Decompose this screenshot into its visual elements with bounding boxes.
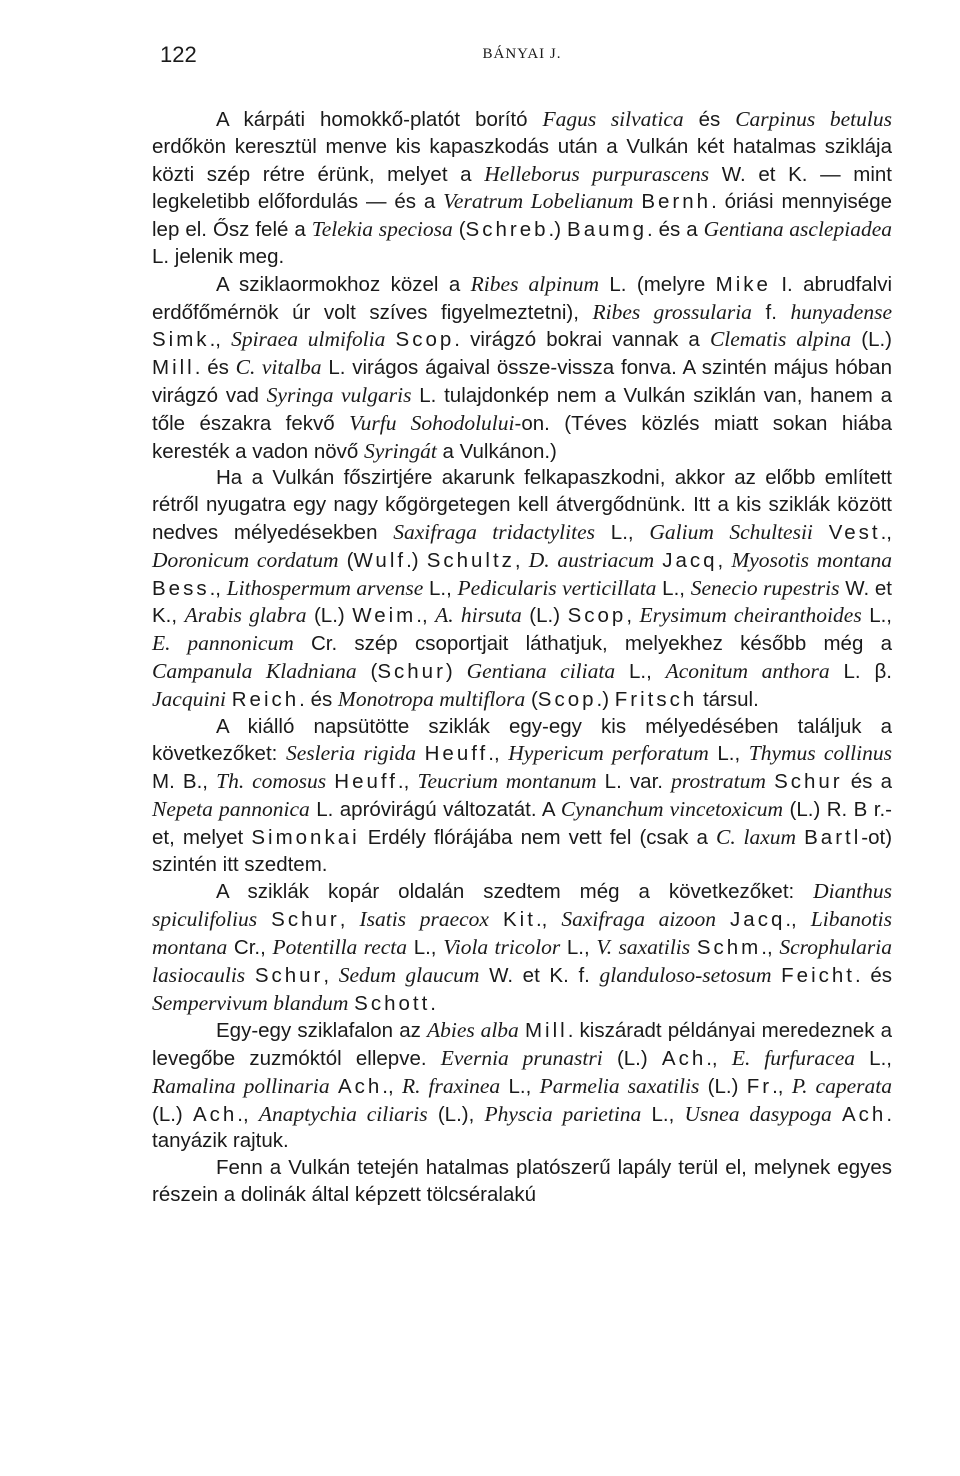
species-name: Helleborus purpurascens bbox=[484, 161, 710, 186]
species-name: A. hirsuta bbox=[435, 603, 522, 628]
species-name: Thymus collinus bbox=[748, 741, 893, 766]
species-name: Libanotis montana bbox=[152, 907, 893, 959]
species-name: Erysimum cheiranthoides bbox=[639, 603, 862, 628]
text-run: L., bbox=[656, 576, 691, 600]
text-run: L. virágos ágaival össze-vissza fonva. A szintén május hóban virágzó vad bbox=[152, 356, 892, 407]
text-run: . kiszáradt példányai meredeznek a levegőbe zuzmóktól ellepve. bbox=[152, 1019, 892, 1071]
text-run: (L.) bbox=[851, 328, 893, 352]
text-run: ) bbox=[445, 659, 467, 683]
text-run: ., bbox=[237, 1102, 259, 1126]
text-run: társul. bbox=[697, 687, 759, 711]
paragraph bbox=[152, 465, 892, 713]
species-name: Fagus silvatica bbox=[542, 107, 684, 131]
species-name: D. austriacum bbox=[528, 547, 655, 572]
species-name: Doronicum cordatum bbox=[152, 547, 339, 572]
author-name: Fr bbox=[746, 1074, 773, 1098]
species-name: Sesleria rigida bbox=[285, 741, 417, 766]
text-run: ., bbox=[209, 576, 227, 600]
paragraph bbox=[152, 271, 892, 466]
text-run: L., bbox=[595, 520, 650, 544]
author-name: Schm bbox=[696, 935, 762, 959]
paragraph bbox=[152, 1017, 892, 1155]
species-name: Jacquini bbox=[152, 686, 227, 711]
paragraph bbox=[152, 878, 892, 1017]
text-run: L., bbox=[615, 659, 666, 683]
species-name: Sedum glaucum bbox=[338, 962, 480, 987]
species-name: Campanula Kladniana bbox=[152, 658, 357, 683]
species-name: Teucrium montanum bbox=[417, 769, 597, 794]
paragraph bbox=[152, 1155, 892, 1209]
text-run: ., bbox=[706, 1047, 732, 1071]
species-name: Gentiana ciliata bbox=[466, 658, 616, 683]
text-run: (L.) bbox=[152, 1102, 193, 1126]
text-run: . tanyázik rajtuk. bbox=[152, 1102, 893, 1153]
text-run: Cr., bbox=[227, 935, 273, 959]
author-name: Bartl bbox=[804, 825, 862, 849]
text-run: M. B., bbox=[152, 770, 217, 794]
species-name: Abies alba bbox=[427, 1018, 519, 1043]
text-run: (L.) bbox=[306, 604, 353, 628]
author-name: Ach bbox=[661, 1047, 707, 1071]
text-run: Cr. szép csoportjait láthatjuk, melyekhez később még a bbox=[293, 632, 892, 656]
species-name: Monotropa multiflora bbox=[337, 686, 526, 711]
species-name: Carpinus betulus bbox=[735, 107, 892, 131]
text-run: W. et K. f. bbox=[479, 963, 600, 987]
text-run: a Vulkánon.) bbox=[436, 439, 557, 463]
author-name: Schreb bbox=[465, 218, 549, 242]
text-run: (L.) bbox=[521, 604, 568, 628]
author-name: Scop bbox=[395, 328, 455, 352]
species-name: Pedicularis verticillata bbox=[457, 575, 657, 600]
text-run: L. var. bbox=[596, 770, 672, 794]
text-run: és bbox=[683, 108, 736, 131]
text-run bbox=[385, 328, 395, 351]
species-name: Syringát bbox=[363, 438, 437, 463]
text-run: L., bbox=[708, 742, 749, 766]
text-run: ( bbox=[356, 659, 378, 683]
text-run: W. et K. — mint legkeletibb előfordulás — és a bbox=[152, 162, 892, 214]
author-name: Ach bbox=[841, 1102, 887, 1126]
author-name: Scop bbox=[537, 687, 597, 711]
species-name: Cynanchum vincetoxicum bbox=[560, 796, 784, 821]
author-name: Schur bbox=[774, 770, 843, 794]
text-run: . és bbox=[194, 356, 236, 380]
species-name: Veratrum Lobelianum bbox=[443, 189, 634, 214]
species-name: R. fraxinea bbox=[402, 1073, 501, 1098]
text-run: L. apróvirágú változatát. A bbox=[309, 797, 561, 821]
text-run: . és bbox=[854, 963, 892, 987]
author-name: Mill bbox=[152, 356, 195, 380]
text-run: ., bbox=[535, 908, 562, 932]
text-run: , bbox=[514, 548, 529, 572]
text-run bbox=[772, 964, 782, 987]
species-name: C. laxum bbox=[716, 824, 797, 849]
author-name: Reich bbox=[231, 687, 300, 711]
author-name: Kit bbox=[503, 908, 536, 932]
text-run: L., bbox=[560, 935, 597, 959]
species-name: Ribes alpinum bbox=[470, 271, 599, 296]
text-run: ., bbox=[209, 328, 232, 352]
text-run: ., bbox=[880, 520, 892, 544]
species-name: Hypericum perforatum bbox=[508, 741, 709, 766]
author-name: Jacq bbox=[730, 908, 786, 932]
species-name: Isatis praecox bbox=[359, 907, 489, 932]
species-name: Galium Schultesii bbox=[649, 519, 813, 544]
species-name: Scrophularia lasiocaulis bbox=[152, 934, 893, 987]
text-run: ( bbox=[338, 548, 354, 572]
species-name: V. saxatilis bbox=[596, 934, 691, 959]
species-name: hunyadense bbox=[790, 299, 892, 324]
text-run: , bbox=[323, 963, 339, 987]
text-run: , bbox=[626, 604, 640, 628]
species-name: Syringa vulgaris bbox=[266, 382, 412, 407]
text-run bbox=[813, 521, 829, 544]
species-name: Arabis glabra bbox=[184, 603, 307, 628]
species-name: Aconitum anthora bbox=[665, 658, 830, 683]
text-run: L., bbox=[407, 935, 444, 959]
text-run: L., bbox=[641, 1102, 685, 1126]
text-run: A sziklaormokhoz közel a bbox=[216, 272, 471, 296]
text-run bbox=[832, 1103, 842, 1126]
text-run bbox=[257, 908, 271, 931]
species-name: P. caperata bbox=[791, 1073, 892, 1098]
text-run: L., bbox=[423, 576, 458, 600]
text-run bbox=[489, 908, 503, 931]
species-name: Nepeta pannonica bbox=[152, 796, 310, 821]
species-name: Th. comosus bbox=[216, 769, 327, 794]
text-run: ., bbox=[397, 770, 418, 794]
author-name: Mill bbox=[524, 1019, 568, 1043]
text-run: , bbox=[339, 908, 360, 932]
text-run: ( bbox=[452, 218, 466, 242]
text-run: L., bbox=[854, 1047, 892, 1071]
species-name: E. pannonicum bbox=[152, 631, 294, 656]
author-name: Simonkai bbox=[251, 825, 360, 849]
text-run bbox=[716, 908, 730, 931]
paragraph bbox=[152, 714, 892, 879]
text-run: L. tulajdonkép nem a Vulkán sziklán van, hanem a tőle északra fekvő bbox=[152, 383, 893, 435]
author-name: Schultz bbox=[426, 548, 515, 572]
text-run bbox=[690, 936, 697, 959]
author-name: Scop bbox=[567, 604, 627, 628]
text-run: erdőkön keresztül menve kis kapaszkodás után a Vulkán két hatalmas sziklája közti szép rétre érünk, melyet a bbox=[152, 134, 892, 186]
text-run: L., bbox=[500, 1074, 540, 1098]
text-run: .) bbox=[596, 687, 615, 711]
species-name: Evernia prunastri bbox=[440, 1046, 603, 1071]
species-name: Myosotis montana bbox=[731, 547, 892, 572]
text-run: . és a bbox=[646, 218, 704, 242]
species-name: C. vitalba bbox=[235, 355, 322, 380]
text-run: ., bbox=[772, 1074, 792, 1098]
author-name: Bernh bbox=[641, 190, 712, 214]
text-run bbox=[416, 742, 425, 765]
text-run bbox=[245, 964, 255, 987]
text-run bbox=[796, 826, 804, 849]
text-run: Egy-egy sziklafalon az bbox=[216, 1019, 427, 1043]
text-run: (L.) bbox=[699, 1074, 747, 1098]
author-name: Jacq bbox=[662, 548, 718, 572]
author-name: Schur bbox=[377, 659, 446, 683]
species-name: Anaptychia ciliaris bbox=[258, 1101, 428, 1126]
author-name: Ach bbox=[192, 1102, 238, 1126]
species-name: Ribes grossularia bbox=[592, 299, 752, 324]
species-name: Potentilla recta bbox=[272, 934, 408, 959]
text-run: , bbox=[717, 548, 732, 572]
author-name: Heuff bbox=[334, 770, 398, 794]
author-name: Schur bbox=[254, 963, 324, 987]
species-name: Sempervivum blandum bbox=[152, 990, 349, 1015]
author-name: Bess bbox=[152, 576, 210, 600]
text-run: I. abrudfalvi erdőfőmérnök úr volt szíves figyelmeztetni), bbox=[152, 272, 892, 324]
species-name: Lithospermum arvense bbox=[226, 575, 424, 600]
text-run: ( bbox=[525, 687, 538, 711]
author-name: Fritsch bbox=[614, 687, 698, 711]
text-run: és a bbox=[842, 770, 892, 794]
text-run: Ha a Vulkán főszirtjére akarunk felkapaszkodni, akkor az előbb említett rétről nyugatra egy nagy kőgörgetegen kell átvergődnünk. Itt a kis sziklák között nedves mélyedésekben bbox=[152, 466, 892, 544]
page-header bbox=[152, 42, 892, 72]
species-name: Saxifraga aizoon bbox=[561, 907, 717, 932]
text-run: (L.) R. B r.-et, melyet bbox=[152, 797, 892, 849]
text-run: Fenn a Vulkán tetején hatalmas platószerű lapály terül el, melynek egyes részein a dolinák által képzett tölcséralakú bbox=[152, 1156, 892, 1207]
species-name: Parmelia saxatilis bbox=[539, 1073, 700, 1098]
text-run: A kárpáti homokkő-platót borító bbox=[216, 108, 543, 131]
author-name: Schott bbox=[354, 991, 431, 1015]
text-run: L. (melyre bbox=[599, 272, 716, 296]
text-run: . bbox=[430, 991, 436, 1015]
species-name: Vurfu Sohodolului bbox=[349, 410, 515, 435]
text-run: W. et K., bbox=[152, 576, 892, 628]
text-run: L. jelenik meg. bbox=[152, 244, 285, 268]
author-name: Ach bbox=[337, 1074, 383, 1098]
species-name: Senecio rupestris bbox=[690, 575, 840, 600]
text-run: . virágzó bokrai vannak a bbox=[454, 328, 710, 352]
text-run: L., bbox=[861, 604, 892, 628]
author-name: Schur bbox=[271, 908, 340, 932]
species-name: Ramalina pollinaria bbox=[152, 1073, 330, 1098]
text-run: ., bbox=[416, 604, 436, 628]
text-run bbox=[330, 1075, 338, 1098]
text-run: . óriási mennyisége lep el. Ősz felé a bbox=[152, 190, 893, 242]
text-run: .) bbox=[406, 548, 427, 572]
paragraph bbox=[152, 106, 892, 271]
text-run: f. bbox=[751, 300, 791, 324]
species-name: Telekia speciosa bbox=[311, 217, 453, 242]
author-name: Simk bbox=[152, 328, 210, 352]
text-run: Erdély flórájába nem vett fel (csak a bbox=[359, 825, 716, 849]
text-run: (L.) bbox=[602, 1047, 662, 1071]
text-run: .) bbox=[548, 218, 568, 242]
page-number: 122 bbox=[160, 42, 197, 67]
species-name: glanduloso-setosum bbox=[599, 962, 772, 987]
species-name: Spiraea ulmifolia bbox=[231, 327, 386, 352]
text-run: L. β. bbox=[829, 659, 892, 683]
text-run: ., bbox=[488, 742, 509, 766]
species-name: Clematis alpina bbox=[709, 327, 852, 352]
author-name: Feicht bbox=[781, 963, 855, 987]
species-name: Gentiana asclepiadea bbox=[703, 217, 892, 242]
author-name: Baumg bbox=[567, 218, 647, 242]
species-name: Dianthus spiculifolius bbox=[152, 879, 892, 932]
text-run: . és bbox=[299, 687, 338, 711]
text-run: A sziklák kopár oldalán szedtem még a következőket: bbox=[216, 880, 814, 904]
species-name: Physcia parietina bbox=[484, 1101, 642, 1126]
text-run: (L.), bbox=[427, 1102, 485, 1126]
species-name: E. furfuracea bbox=[731, 1046, 855, 1071]
text-run: ., bbox=[785, 908, 811, 932]
species-name: Viola tricolor bbox=[443, 934, 561, 959]
text-run: -on. (Téves közlés miatt sokan hiába keresték a vadon növő bbox=[152, 411, 892, 463]
species-name: Saxifraga tridactylites bbox=[393, 519, 596, 544]
text-run: ., bbox=[761, 935, 780, 959]
author-name: Wulf bbox=[353, 548, 407, 572]
text-run: -ot) szintén itt szedtem. bbox=[152, 825, 893, 876]
text-run bbox=[654, 549, 662, 572]
author-name: Heuff bbox=[424, 742, 489, 766]
author-name: Mike bbox=[715, 272, 771, 296]
author-name: Vest bbox=[828, 520, 881, 544]
species-name: prostratum bbox=[671, 769, 766, 794]
species-name: Usnea dasypoga bbox=[684, 1101, 832, 1126]
author-name: Weim bbox=[352, 604, 417, 628]
body-text bbox=[152, 106, 892, 1209]
text-run: A kiálló napsütötte sziklák egy-egy kis mélyedésében találjuk a következőket: bbox=[152, 714, 892, 766]
text-run: ., bbox=[382, 1074, 402, 1098]
text-run bbox=[766, 770, 774, 793]
running-head: BÁNYAI J. bbox=[482, 46, 562, 62]
